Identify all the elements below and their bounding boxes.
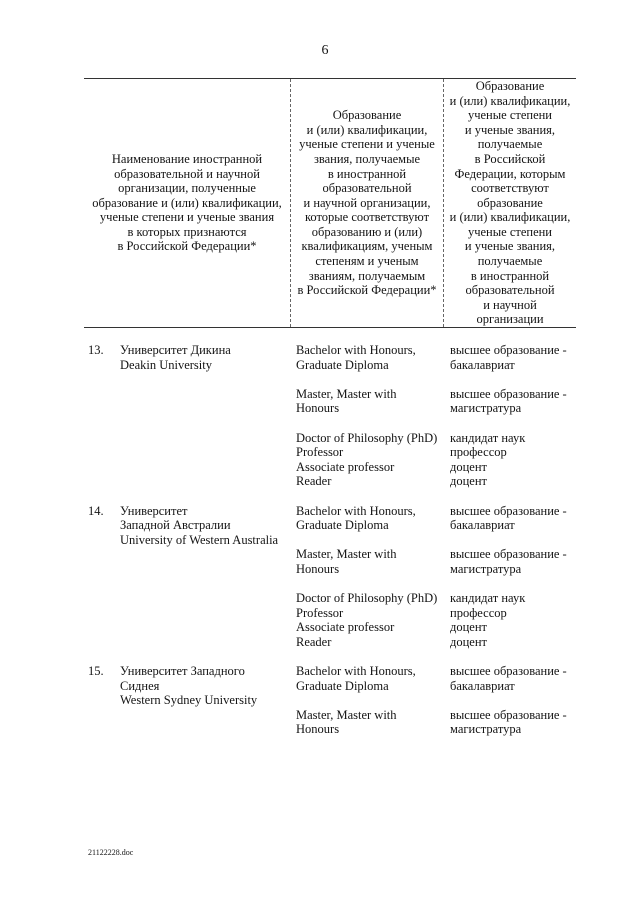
russian-qualification: высшее образование - бакалавриат [450, 664, 567, 693]
table-header [84, 78, 576, 328]
table-body [88, 343, 576, 737]
qualification-pair [296, 504, 576, 533]
organization-name: Университет Западной Австралии University of Western Australia [120, 503, 279, 547]
table-row [88, 664, 576, 737]
header-foreign-organization: Наименование иностранной образовательной и научной организации, полученные образование и (или) квалификации, ученые степени и ученые звания в которых признаются в Российской Федерации* [92, 151, 282, 254]
qualification-pair [296, 343, 576, 372]
russian-qualification: высшее образование - бакалавриат [450, 503, 567, 533]
qualification-pair [296, 387, 576, 416]
russian-qualification: высшее образование - магистратура [450, 707, 567, 737]
foreign-qualification: Master, Master with Honours [296, 547, 397, 576]
organization-name: Университет Дикина Deakin University [120, 343, 231, 372]
row-number: 15. [88, 664, 104, 679]
header-russian-qualification: Образование и (или) квалификации, ученые степени и ученые звания, получаемые в Российской Федерации, которым соответствуют образование и (или) квалификации, ученые степени и ученые звания, получаемые в иностранной образовательной и научной организации [443, 79, 576, 327]
qualification-groups [296, 504, 576, 650]
foreign-qualification: Master, Master with Honours [296, 707, 397, 737]
table-row [88, 343, 576, 489]
qualification-pair [296, 708, 576, 737]
foreign-qualification: Bachelor with Honours, Graduate Diploma [296, 343, 416, 372]
row-number: 14. [88, 503, 104, 518]
footer-filename: 21122228.doc [88, 848, 134, 857]
qualification-pair [296, 547, 576, 576]
foreign-qualification: Bachelor with Honours, Graduate Diploma [296, 503, 416, 533]
qualification-pair [296, 431, 576, 489]
row-number: 13. [88, 343, 104, 357]
foreign-qualification: Doctor of Philosophy (PhD) Professor Associate professor Reader [296, 591, 438, 649]
russian-qualification: высшее образование - магистратура [450, 547, 567, 576]
table-row [88, 504, 576, 650]
russian-qualification: кандидат наук профессор доцент доцент [450, 430, 526, 489]
qualification-pair [296, 591, 576, 649]
header-foreign-qualification: Образование и (или) квалификации, ученые степени и ученые звания, получаемые в иностранной образовательной и научной организации, которые соответствуют образованию и (или) квалификациям, ученым степеням и ученым званиям, получаемым в Российской Федерации* [290, 79, 443, 327]
qualification-groups [296, 664, 576, 737]
page-number: 6 [321, 43, 329, 58]
qualification-groups [296, 343, 576, 489]
russian-qualification: высшее образование - магистратура [450, 386, 567, 416]
russian-qualification: кандидат наук профессор доцент доцент [450, 591, 526, 649]
russian-qualification: высшее образование - бакалавриат [450, 343, 567, 372]
qualification-pair [296, 664, 576, 693]
foreign-qualification: Doctor of Philosophy (PhD) Professor Associate professor Reader [296, 430, 438, 489]
foreign-qualification: Master, Master with Honours [296, 386, 397, 416]
foreign-qualification: Bachelor with Honours, Graduate Diploma [296, 664, 416, 693]
organization-name: Университет Западного Сиднея Western Sydney University [120, 664, 258, 708]
